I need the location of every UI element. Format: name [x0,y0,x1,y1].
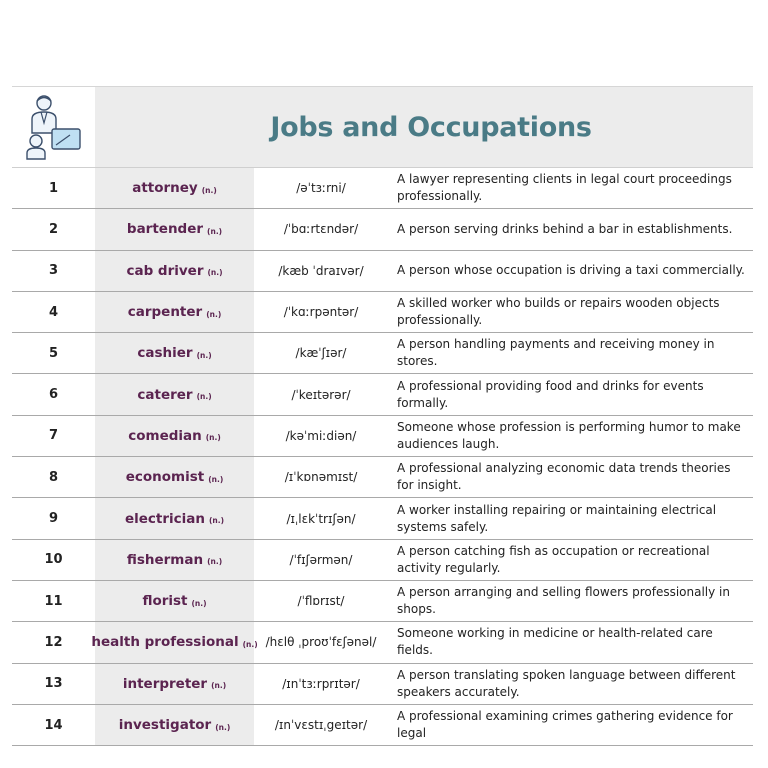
table-row [12,209,753,250]
vocabulary-word: fisherman [126,551,204,568]
row-number: 12 [44,634,63,650]
pronunciation: /ˈflɒrɪst/ [297,594,345,609]
vocabulary-word: health professional [91,634,239,651]
definition [397,251,747,291]
definition-text: Someone whose profession is performing humor to make audiences laugh. [397,419,741,451]
definition-text: A person translating spoken language between different speakers accurately. [397,667,736,699]
definition-text: A worker installing repairing or maintaining electrical systems safely. [397,502,717,534]
definition-text: A lawyer representing clients in legal court proceedings professionally. [397,172,732,204]
definition-text: A skilled worker who builds or repairs wooden objects professionally. [397,296,720,328]
part-of-speech: (n.) [207,268,223,278]
pronunciation: /ɪnˈtɜːrprɪtər/ [282,676,360,691]
table-row [12,416,753,457]
row-number: 2 [48,221,59,237]
definition-text: A professional analyzing economic data trends theories for insight. [397,461,731,493]
table-row [12,333,753,374]
row-number: 10 [44,552,63,568]
row-number: 5 [48,345,59,361]
definition [397,374,747,414]
table-row [12,540,753,581]
definition [397,457,747,497]
pronunciation: /ɪnˈvɛstɪˌgeɪtər/ [274,718,368,732]
pronunciation: /kæb ˈdraɪvər/ [278,263,364,278]
word-cell [95,540,254,580]
word-cell [95,168,254,208]
word-cell [95,292,254,332]
header-row [12,87,753,168]
part-of-speech: (n.) [196,350,212,360]
word-cell [95,374,254,414]
teacher-icon [26,93,82,161]
pronunciation: /kæˈʃɪər/ [295,346,347,361]
part-of-speech: (n.) [208,516,225,526]
part-of-speech: (n.) [196,392,212,402]
table-row [12,498,753,539]
table-row [12,251,753,292]
table-row [12,581,753,622]
table-row [12,705,753,746]
word-cell [95,457,254,497]
logo-cell [12,87,95,167]
definition-text: A person serving drinks behind a bar in establishments. [397,221,733,236]
part-of-speech: (n.) [208,474,224,484]
row-number: 7 [48,428,59,444]
pronunciation: /ˈkɑːrpəntər/ [283,305,359,320]
definition [397,581,747,621]
word-cell [95,498,254,538]
definition [397,540,747,580]
definition-text: A person whose occupation is driving a taxi commercially. [397,263,745,278]
definition-text: A person handling payments and receiving money in stores. [397,337,715,369]
definition-text: Someone working in medicine or health-related care fields. [397,626,713,658]
vocabulary-word: cashier [137,345,193,362]
definition [397,333,747,373]
vocabulary-word: electrician [124,510,205,527]
part-of-speech: (n.) [242,639,258,649]
row-number: 8 [48,469,59,485]
pronunciation: /hɛlθ ˌproʊˈfɛʃənəl/ [265,635,377,650]
part-of-speech: (n.) [201,185,217,195]
part-of-speech: (n.) [215,722,231,732]
table-row [12,374,753,415]
word-cell [91,622,258,662]
pronunciation: /ˈfɪʃərmən/ [289,552,353,567]
pronunciation: /kəˈmiːdiən/ [285,428,357,443]
table-row [12,622,753,663]
row-number: 3 [48,263,59,279]
page-title: Jobs and Occupations [270,111,592,143]
part-of-speech: (n.) [191,598,207,608]
part-of-speech: (n.) [205,433,221,443]
word-cell [95,705,254,745]
part-of-speech: (n.) [206,309,222,319]
title-cell [95,87,753,167]
row-number: 13 [44,676,63,692]
vocabulary-word: economist [125,469,205,486]
word-cell [95,664,254,704]
table-row [12,292,753,333]
definition-text: A person arranging and selling flowers professionally in shops. [397,585,730,617]
vocabulary-table [12,168,753,746]
definition [397,168,747,208]
definition [397,209,747,249]
row-number: 9 [48,511,59,527]
pronunciation: /əˈtɜːrni/ [296,181,346,196]
part-of-speech: (n.) [211,681,227,691]
row-number: 14 [44,717,63,733]
vocabulary-word: caterer [137,386,193,403]
pronunciation: /ɪˈkɒnəmɪst/ [284,470,358,485]
definition [397,416,747,456]
definition-text: A professional providing food and drinks for events formally. [397,378,704,410]
word-cell [95,251,254,291]
row-number: 4 [48,304,59,320]
row-number: 11 [44,593,63,609]
part-of-speech: (n.) [207,226,223,236]
definition [397,498,747,538]
table-row [12,168,753,209]
vocabulary-word: comedian [128,427,202,444]
definition-text: A person catching fish as occupation or recreational activity regularly. [397,543,710,575]
vocabulary-word: interpreter [122,675,208,692]
pronunciation: /ɪˌlɛkˈtrɪʃən/ [286,511,356,526]
vocabulary-word: attorney [132,180,198,197]
table-row [12,457,753,498]
word-cell [95,581,254,621]
word-cell [95,333,254,373]
pronunciation: /ˈbɑːrtɛndər/ [283,222,359,237]
row-number: 6 [48,387,59,403]
vocabulary-word: cab driver [126,262,204,279]
part-of-speech: (n.) [207,557,223,567]
vocabulary-word: carpenter [127,304,203,321]
definition [397,292,747,332]
table-row [12,664,753,705]
definition [397,664,747,704]
vocabulary-word: investigator [118,717,212,733]
row-number: 1 [48,180,59,196]
vocabulary-word: bartender [126,221,204,238]
definition-text: A professional examining crimes gathering evidence for legal [397,709,733,740]
vocabulary-sheet [12,86,753,740]
pronunciation: /ˈkeɪtərər/ [291,387,351,402]
word-cell [95,416,254,456]
definition [397,622,747,662]
vocabulary-word: florist [142,593,188,610]
word-cell [95,209,254,249]
definition [397,705,747,745]
